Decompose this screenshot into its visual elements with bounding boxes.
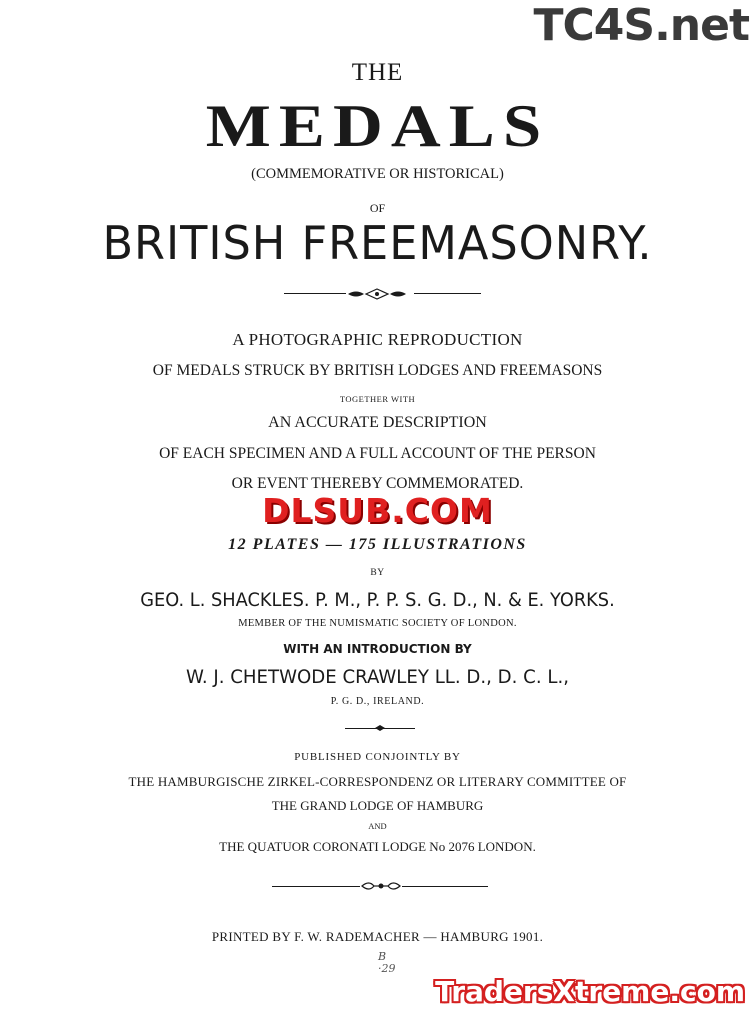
watermark-top: TC4S.net (533, 0, 749, 51)
author-name: GEO. L. SHACKLES. P. M., P. P. S. G. D., N. & E. YORKS. (140, 590, 615, 611)
title-of: OF (369, 201, 386, 215)
title-medals: MEDALS (205, 93, 550, 159)
title-subtitle: (COMMEMORATIVE OR HISTORICAL) (251, 166, 504, 182)
description-line-2: OF MEDALS STRUCK BY BRITISH LODGES AND FREEMASONS (152, 362, 603, 379)
ornament-divider-icon (346, 286, 408, 302)
watermark-bottom: TradersXtreme.com (435, 975, 745, 1008)
watermark-middle: DLSUB.COM (262, 491, 493, 530)
description-line-3: TOGETHER WITH (339, 394, 416, 404)
description-line-4: AN ACCURATE DESCRIPTION (268, 414, 487, 431)
handwritten-note: B ·29 (378, 950, 396, 976)
publisher-line-5: THE QUATUOR CORONATI LODGE No 2076 LONDON. (219, 839, 536, 854)
publisher-line-4: AND (368, 821, 387, 831)
printer-line: PRINTED BY F. W. RADEMACHER — HAMBURG 1901. (211, 929, 544, 944)
bottom-ornament-icon (360, 878, 402, 894)
small-ornament-icon (375, 724, 385, 732)
publisher-line-2: THE HAMBURGISCHE ZIRKEL-CORRESPONDENZ OR LITERARY COMMITTEE OF (128, 774, 627, 789)
introduction-label: WITH AN INTRODUCTION BY (283, 642, 472, 656)
introduction-title: P. G. D., IRELAND. (330, 696, 425, 707)
divider-rule-right (414, 293, 481, 294)
description-line-1: A PHOTOGRAPHIC REPRODUCTION (232, 330, 523, 349)
publisher-line-1: PUBLISHED CONJOINTLY BY (294, 751, 461, 763)
bottom-divider-rule-right (402, 886, 488, 887)
plates-count: 12 PLATES — 175 ILLUSTRATIONS (228, 536, 527, 553)
title-the: THE (351, 59, 404, 86)
title-main: BRITISH FREEMASONRY. (102, 216, 653, 270)
introduction-name: W. J. CHETWODE CRAWLEY LL. D., D. C. L., (186, 667, 569, 688)
by-label: BY (370, 568, 385, 578)
description-line-6: OR EVENT THEREBY COMMEMORATED. (231, 475, 524, 492)
description-line-5: OF EACH SPECIMEN AND A FULL ACCOUNT OF THE PERSON (159, 445, 596, 462)
publisher-line-3: THE GRAND LODGE OF HAMBURG (271, 798, 484, 813)
bottom-divider-rule-left (272, 886, 360, 887)
author-affiliation: MEMBER OF THE NUMISMATIC SOCIETY OF LONDON. (238, 618, 517, 629)
divider-rule-left (284, 293, 346, 294)
